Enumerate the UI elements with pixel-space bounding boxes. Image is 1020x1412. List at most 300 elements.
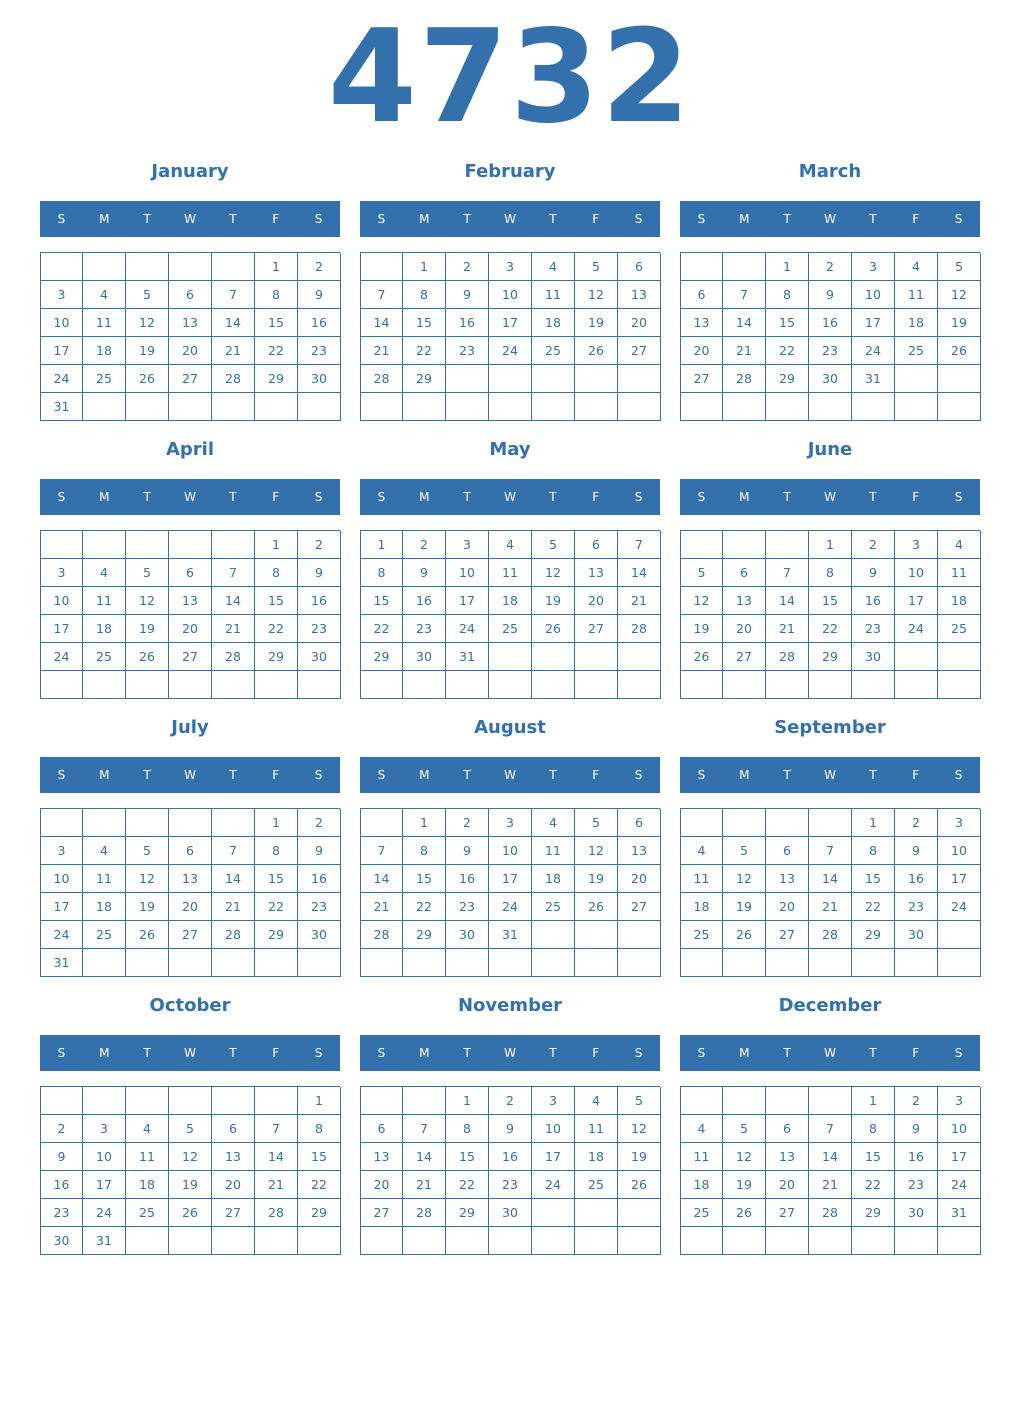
day-cell: 23 <box>403 615 446 643</box>
day-cell: 26 <box>938 337 981 365</box>
day-cell: 15 <box>255 865 298 893</box>
day-cell: 23 <box>298 615 341 643</box>
day-cell: 22 <box>809 615 852 643</box>
empty-day-cell <box>489 365 532 393</box>
day-cell: 15 <box>852 1143 895 1171</box>
weekday-label: S <box>954 1046 963 1060</box>
day-cell: 2 <box>895 809 938 837</box>
day-cell: 2 <box>489 1087 532 1115</box>
weekday-label: T <box>143 768 151 782</box>
day-cell: 25 <box>489 615 532 643</box>
day-cell: 27 <box>766 1199 809 1227</box>
day-cell: 24 <box>852 337 895 365</box>
empty-day-cell <box>618 1199 661 1227</box>
empty-day-cell <box>575 365 618 393</box>
day-cell: 17 <box>938 1143 981 1171</box>
day-cell: 7 <box>618 531 661 559</box>
day-cell: 18 <box>126 1171 169 1199</box>
weekday-header <box>360 1035 660 1071</box>
empty-day-cell <box>809 1087 852 1115</box>
day-cell: 25 <box>681 1199 723 1227</box>
empty-day-cell <box>723 253 766 281</box>
weekday-label: T <box>143 212 151 226</box>
weekday-label: M <box>419 490 430 504</box>
day-cell: 6 <box>169 837 212 865</box>
day-cell: 26 <box>169 1199 212 1227</box>
weekday-label: T <box>783 1046 791 1060</box>
weekday-label: T <box>229 212 237 226</box>
weekday-label: W <box>504 212 516 226</box>
day-cell: 16 <box>809 309 852 337</box>
day-cell: 13 <box>618 837 661 865</box>
day-cell: 17 <box>41 615 83 643</box>
empty-day-cell <box>403 1227 446 1255</box>
weekday-header <box>40 201 340 237</box>
day-cell: 15 <box>809 587 852 615</box>
empty-day-cell <box>361 393 403 421</box>
day-cell: 12 <box>575 837 618 865</box>
day-cell: 16 <box>489 1143 532 1171</box>
day-cell: 4 <box>532 253 575 281</box>
empty-day-cell <box>895 393 938 421</box>
day-cell: 1 <box>852 809 895 837</box>
day-cell: 10 <box>938 1115 981 1143</box>
day-cell: 9 <box>403 559 446 587</box>
day-cell: 16 <box>895 1143 938 1171</box>
empty-day-cell <box>361 253 403 281</box>
day-cell: 14 <box>403 1143 446 1171</box>
day-cell: 17 <box>83 1171 126 1199</box>
weekday-label: W <box>824 490 836 504</box>
day-cell: 17 <box>41 337 83 365</box>
day-cell: 7 <box>723 281 766 309</box>
day-cell: 13 <box>681 309 723 337</box>
weekday-header <box>40 757 340 793</box>
weekday-header <box>680 757 980 793</box>
day-cell: 28 <box>255 1199 298 1227</box>
month-name: July <box>171 717 209 738</box>
day-cell: 9 <box>446 837 489 865</box>
weekday-label: T <box>463 490 471 504</box>
day-cell: 5 <box>938 253 981 281</box>
day-cell: 26 <box>532 615 575 643</box>
weekday-label: M <box>419 212 430 226</box>
empty-day-cell <box>809 671 852 699</box>
day-cell: 22 <box>361 615 403 643</box>
day-cell: 8 <box>298 1115 341 1143</box>
day-cell: 19 <box>723 1171 766 1199</box>
day-cell: 8 <box>255 559 298 587</box>
day-cell: 22 <box>766 337 809 365</box>
weekday-label: T <box>463 1046 471 1060</box>
weekday-header <box>680 201 980 237</box>
day-cell: 3 <box>41 281 83 309</box>
day-cell: 28 <box>809 1199 852 1227</box>
day-cell: 11 <box>681 1143 723 1171</box>
weekday-label: F <box>912 768 920 782</box>
empty-day-cell <box>938 393 981 421</box>
empty-day-cell <box>723 531 766 559</box>
empty-day-cell <box>766 393 809 421</box>
empty-day-cell <box>489 949 532 977</box>
day-cell: 21 <box>723 337 766 365</box>
weekday-header <box>40 479 340 515</box>
day-cell: 18 <box>938 587 981 615</box>
day-cell: 24 <box>83 1199 126 1227</box>
empty-day-cell <box>618 1227 661 1255</box>
day-grid <box>40 530 340 699</box>
day-cell: 23 <box>852 615 895 643</box>
empty-day-cell <box>126 809 169 837</box>
empty-day-cell <box>938 1227 981 1255</box>
weekday-label: M <box>99 212 110 226</box>
day-cell: 14 <box>212 587 255 615</box>
day-cell: 8 <box>255 837 298 865</box>
day-cell: 31 <box>852 365 895 393</box>
day-cell: 17 <box>489 309 532 337</box>
day-cell: 22 <box>446 1171 489 1199</box>
day-cell: 14 <box>255 1143 298 1171</box>
weekday-label: S <box>634 212 643 226</box>
empty-day-cell <box>766 1227 809 1255</box>
empty-day-cell <box>681 393 723 421</box>
empty-day-cell <box>255 1087 298 1115</box>
day-cell: 1 <box>255 253 298 281</box>
day-cell: 20 <box>766 1171 809 1199</box>
day-cell: 4 <box>126 1115 169 1143</box>
day-cell: 30 <box>852 643 895 671</box>
day-cell: 2 <box>446 253 489 281</box>
day-grid <box>680 252 980 421</box>
day-cell: 3 <box>41 837 83 865</box>
day-cell: 9 <box>446 281 489 309</box>
weekday-label: M <box>419 1046 430 1060</box>
weekday-header <box>680 1035 980 1071</box>
weekday-label: F <box>912 490 920 504</box>
month-name: June <box>807 439 853 460</box>
day-cell: 17 <box>446 587 489 615</box>
empty-day-cell <box>361 1227 403 1255</box>
day-cell: 2 <box>403 531 446 559</box>
day-cell: 16 <box>446 865 489 893</box>
day-cell: 13 <box>169 309 212 337</box>
empty-day-cell <box>403 393 446 421</box>
day-cell: 11 <box>532 281 575 309</box>
day-cell: 6 <box>618 253 661 281</box>
day-cell: 27 <box>575 615 618 643</box>
day-cell: 5 <box>126 281 169 309</box>
empty-day-cell <box>169 949 212 977</box>
day-cell: 26 <box>126 643 169 671</box>
day-cell: 15 <box>255 309 298 337</box>
weekday-label: T <box>229 1046 237 1060</box>
day-cell: 23 <box>41 1199 83 1227</box>
day-cell: 24 <box>41 921 83 949</box>
weekday-label: T <box>783 212 791 226</box>
day-cell: 3 <box>532 1087 575 1115</box>
day-cell: 25 <box>532 893 575 921</box>
day-cell: 4 <box>532 809 575 837</box>
day-cell: 13 <box>618 281 661 309</box>
day-cell: 11 <box>489 559 532 587</box>
empty-day-cell <box>169 393 212 421</box>
day-cell: 30 <box>895 921 938 949</box>
day-cell: 4 <box>575 1087 618 1115</box>
empty-day-cell <box>212 393 255 421</box>
day-cell: 27 <box>766 921 809 949</box>
empty-day-cell <box>489 671 532 699</box>
day-cell: 14 <box>212 865 255 893</box>
day-cell: 18 <box>83 893 126 921</box>
empty-day-cell <box>41 671 83 699</box>
weekday-label: F <box>912 212 920 226</box>
day-cell: 4 <box>83 281 126 309</box>
empty-day-cell <box>618 365 661 393</box>
day-cell: 11 <box>681 865 723 893</box>
day-cell: 10 <box>446 559 489 587</box>
day-cell: 27 <box>169 643 212 671</box>
empty-day-cell <box>766 809 809 837</box>
weekday-label: F <box>592 768 600 782</box>
day-cell: 16 <box>41 1171 83 1199</box>
day-cell: 16 <box>298 865 341 893</box>
weekday-label: T <box>783 768 791 782</box>
day-cell: 10 <box>489 281 532 309</box>
month-name: April <box>165 439 215 460</box>
day-grid <box>40 1086 340 1255</box>
empty-day-cell <box>766 531 809 559</box>
empty-day-cell <box>255 949 298 977</box>
month-name: May <box>489 439 531 460</box>
day-cell: 24 <box>938 893 981 921</box>
day-cell: 15 <box>446 1143 489 1171</box>
day-cell: 27 <box>361 1199 403 1227</box>
day-cell: 2 <box>895 1087 938 1115</box>
day-cell: 4 <box>681 837 723 865</box>
day-cell: 19 <box>169 1171 212 1199</box>
year-title: 4732 <box>327 3 693 152</box>
day-cell: 6 <box>766 837 809 865</box>
empty-day-cell <box>681 1227 723 1255</box>
day-cell: 13 <box>169 587 212 615</box>
day-cell: 21 <box>618 587 661 615</box>
day-cell: 2 <box>41 1115 83 1143</box>
empty-day-cell <box>212 253 255 281</box>
day-cell: 20 <box>212 1171 255 1199</box>
day-cell: 6 <box>681 281 723 309</box>
weekday-label: F <box>592 1046 600 1060</box>
day-cell: 14 <box>212 309 255 337</box>
day-cell: 4 <box>83 559 126 587</box>
empty-day-cell <box>298 671 341 699</box>
empty-day-cell <box>403 1087 446 1115</box>
day-cell: 5 <box>618 1087 661 1115</box>
empty-day-cell <box>126 531 169 559</box>
day-cell: 11 <box>83 587 126 615</box>
empty-day-cell <box>618 671 661 699</box>
day-cell: 26 <box>723 1199 766 1227</box>
day-cell: 21 <box>361 893 403 921</box>
day-cell: 23 <box>298 337 341 365</box>
empty-day-cell <box>723 809 766 837</box>
day-cell: 5 <box>532 531 575 559</box>
day-cell: 15 <box>298 1143 341 1171</box>
weekday-label: M <box>99 1046 110 1060</box>
day-cell: 9 <box>41 1143 83 1171</box>
day-cell: 15 <box>852 865 895 893</box>
weekday-label: T <box>229 768 237 782</box>
empty-day-cell <box>83 949 126 977</box>
day-cell: 3 <box>895 531 938 559</box>
day-cell: 27 <box>723 643 766 671</box>
day-cell: 12 <box>126 309 169 337</box>
day-cell: 17 <box>532 1143 575 1171</box>
day-cell: 9 <box>809 281 852 309</box>
day-cell: 7 <box>212 281 255 309</box>
day-cell: 28 <box>212 921 255 949</box>
day-cell: 19 <box>575 865 618 893</box>
day-grid <box>40 252 340 421</box>
day-cell: 21 <box>212 615 255 643</box>
day-cell: 11 <box>895 281 938 309</box>
day-grid <box>360 1086 660 1255</box>
day-cell: 23 <box>446 893 489 921</box>
day-cell: 8 <box>446 1115 489 1143</box>
day-cell: 13 <box>361 1143 403 1171</box>
day-cell: 16 <box>298 309 341 337</box>
day-cell: 15 <box>361 587 403 615</box>
empty-day-cell <box>938 365 981 393</box>
day-cell: 19 <box>532 587 575 615</box>
day-cell: 19 <box>126 337 169 365</box>
day-cell: 31 <box>41 393 83 421</box>
empty-day-cell <box>446 949 489 977</box>
day-cell: 6 <box>575 531 618 559</box>
day-grid <box>360 530 660 699</box>
weekday-label: T <box>463 212 471 226</box>
day-cell: 30 <box>895 1199 938 1227</box>
empty-day-cell <box>41 809 83 837</box>
day-cell: 28 <box>403 1199 446 1227</box>
month-name: February <box>464 161 556 182</box>
empty-day-cell <box>532 643 575 671</box>
weekday-label: S <box>697 212 706 226</box>
day-cell: 16 <box>403 587 446 615</box>
empty-day-cell <box>446 671 489 699</box>
day-cell: 12 <box>532 559 575 587</box>
empty-day-cell <box>809 949 852 977</box>
day-cell: 14 <box>809 865 852 893</box>
weekday-label: T <box>549 490 557 504</box>
day-cell: 16 <box>446 309 489 337</box>
day-cell: 5 <box>723 837 766 865</box>
day-cell: 18 <box>895 309 938 337</box>
day-cell: 3 <box>489 809 532 837</box>
day-cell: 1 <box>766 253 809 281</box>
weekday-label: M <box>739 212 750 226</box>
day-cell: 20 <box>169 615 212 643</box>
day-cell: 26 <box>618 1171 661 1199</box>
day-cell: 29 <box>403 365 446 393</box>
day-cell: 13 <box>766 865 809 893</box>
empty-day-cell <box>298 393 341 421</box>
day-cell: 10 <box>532 1115 575 1143</box>
day-cell: 20 <box>618 309 661 337</box>
day-grid <box>680 530 980 699</box>
day-cell: 18 <box>532 309 575 337</box>
empty-day-cell <box>895 949 938 977</box>
empty-day-cell <box>83 393 126 421</box>
empty-day-cell <box>361 809 403 837</box>
weekday-label: S <box>377 212 386 226</box>
empty-day-cell <box>489 1227 532 1255</box>
day-cell: 23 <box>489 1171 532 1199</box>
empty-day-cell <box>575 1227 618 1255</box>
empty-day-cell <box>618 921 661 949</box>
day-cell: 27 <box>618 337 661 365</box>
empty-day-cell <box>938 949 981 977</box>
day-cell: 1 <box>446 1087 489 1115</box>
empty-day-cell <box>298 1227 341 1255</box>
day-cell: 11 <box>575 1115 618 1143</box>
empty-day-cell <box>575 671 618 699</box>
weekday-label: S <box>57 212 66 226</box>
day-cell: 12 <box>126 587 169 615</box>
empty-day-cell <box>403 949 446 977</box>
day-cell: 2 <box>852 531 895 559</box>
day-cell: 7 <box>809 837 852 865</box>
empty-day-cell <box>723 1227 766 1255</box>
weekday-header <box>680 479 980 515</box>
day-cell: 22 <box>255 893 298 921</box>
day-cell: 30 <box>298 921 341 949</box>
empty-day-cell <box>618 643 661 671</box>
day-cell: 3 <box>489 253 532 281</box>
day-cell: 23 <box>446 337 489 365</box>
day-cell: 3 <box>938 809 981 837</box>
day-cell: 11 <box>83 865 126 893</box>
month-name: December <box>778 995 882 1016</box>
day-cell: 19 <box>126 893 169 921</box>
weekday-label: W <box>824 768 836 782</box>
empty-day-cell <box>126 671 169 699</box>
day-cell: 11 <box>938 559 981 587</box>
weekday-header <box>360 201 660 237</box>
day-cell: 11 <box>532 837 575 865</box>
empty-day-cell <box>126 393 169 421</box>
day-cell: 23 <box>809 337 852 365</box>
weekday-label: F <box>272 1046 280 1060</box>
day-cell: 24 <box>41 643 83 671</box>
empty-day-cell <box>489 393 532 421</box>
day-cell: 31 <box>446 643 489 671</box>
weekday-label: F <box>592 212 600 226</box>
day-cell: 22 <box>298 1171 341 1199</box>
day-grid <box>360 808 660 977</box>
empty-day-cell <box>938 643 981 671</box>
day-cell: 14 <box>618 559 661 587</box>
day-cell: 3 <box>83 1115 126 1143</box>
weekday-label: S <box>314 490 323 504</box>
day-cell: 9 <box>895 837 938 865</box>
empty-day-cell <box>938 671 981 699</box>
day-cell: 12 <box>723 1143 766 1171</box>
weekday-label: F <box>592 490 600 504</box>
day-cell: 29 <box>403 921 446 949</box>
empty-day-cell <box>212 531 255 559</box>
day-cell: 25 <box>126 1199 169 1227</box>
day-cell: 18 <box>83 337 126 365</box>
